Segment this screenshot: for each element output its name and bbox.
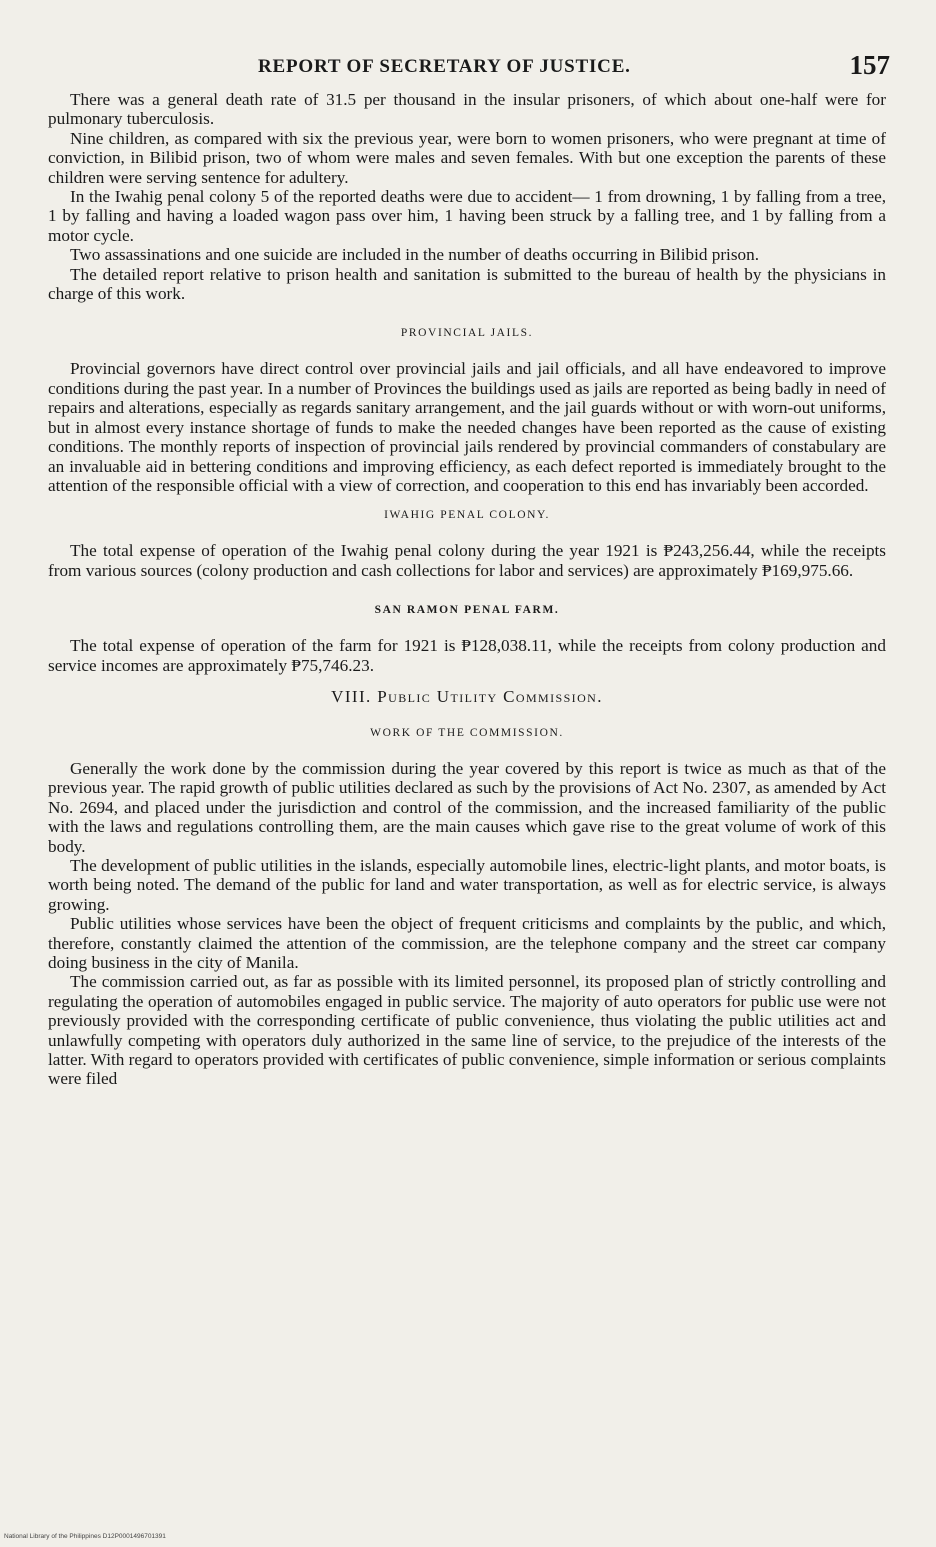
paragraph: The commission carried out, as far as possible with its limited personnel, its proposed plan of strictly controlling and regulating the operation of automobiles engaged in public service. The majority of auto operators for public use were not previously provided with the corresponding certificate of public convenience, thus violating the public utilities act and unlawfully competing with operators duly authorized in the same line of service, to the prejudice of the interests of the latter. With regard to operators provided with certificates of public convenience, simple information or serious complaints were filed (48, 972, 886, 1089)
paragraph: Nine children, as compared with six the previous year, were born to women prisoners, who were pregnant at time of conviction, in Bilibid prison, two of whom were males and seven females. With but one exception the parents of these children were serving sentence for adultery. (48, 128, 886, 187)
paragraph: The total expense of operation of the Iwahig penal colony during the year 1921 is ₱243,256.44, while the receipts from various sources (colony production and cash collections for labor and services) are approximately ₱169,975.66. (48, 541, 886, 580)
section-heading-san-ramon: SAN RAMON PENAL FARM. (374, 604, 560, 617)
running-head-title: REPORT OF SECRETARY OF JUSTICE. (258, 56, 631, 77)
section-provincial-jails (48, 359, 886, 495)
paragraph: The total expense of operation of the farm for 1921 is ₱128,038.11, while the receipts from colony production and service incomes are approximately ₱75,746.23. (48, 636, 886, 675)
scan-footer: National Library of the Philippines D12P0001496701391 (4, 1533, 166, 1540)
paragraph: There was a general death rate of 31.5 per thousand in the insular prisoners, of which about one-half were for pulmonary tuberculosis. (48, 90, 886, 129)
document-page (48, 50, 890, 1089)
paragraph: Provincial governors have direct control over provincial jails and jail officials, and all have endeavored to improve conditions during the past year. In a number of Provinces the buildings used as jails are reported as being badly in need of repairs and alterations, especially as regards sanitary arrangement, and the jail guards without or with worn-out uniforms, but in almost every instance shortage of funds to make the needed changes have been reported as the cause of existing conditions. The monthly reports of inspection of provincial jails rendered by provincial commanders of constabulary are an invaluable aid in bettering conditions and improving efficiency, as each defect reported is immediately brought to the attention of the responsible official with a view of correction, and cooperation to this end has invariably been accorded. (48, 359, 886, 495)
section-prisons (48, 90, 886, 303)
section-san-ramon (48, 636, 886, 675)
paragraph: In the Iwahig penal colony 5 of the reported deaths were due to accident— 1 from drowning, 1 by falling from a tree, 1 by falling and having a loaded wagon pass over him, 1 having been struck by a falling tree, and 1 by falling from a motor cycle. (48, 187, 886, 245)
running-head (48, 50, 890, 90)
paragraph: Public utilities whose services have been the object of frequent criticisms and complaints by the public, and which, therefore, constantly claimed the attention of the commission, are the telephone company and the street car company doing business in the city of Manila. (48, 914, 886, 972)
section-heading-commission-work: WORK OF THE COMMISSION. (370, 726, 564, 739)
paragraph: Generally the work done by the commission during the year covered by this report is twice as much as that of the previous year. The rapid growth of public utilities declared as such by the provisions of Act No. 2307, as amended by Act No. 2694, and placed under the jurisdiction and control of the commission, and the increased familiarity of the public with the laws and regulations controlling them, are the main causes which gave rise to the great volume of work of this body. (48, 758, 886, 856)
section-heading-iwahig: IWAHIG PENAL COLONY. (384, 509, 550, 522)
section-commission-work (48, 759, 886, 1089)
page-number: 157 (849, 50, 890, 80)
paragraph: Two assassinations and one suicide are included in the number of deaths occurring in Bilibid prison. (70, 245, 760, 265)
chapter-heading: VIII. Public Utility Commission. (331, 686, 603, 706)
paragraph: The development of public utilities in the islands, especially automobile lines, electric-light plants, and motor boats, is worth being noted. The demand of the public for land and water transportation, as well as for electric service, is always growing. (48, 855, 886, 914)
section-iwahig (48, 541, 886, 580)
paragraph: The detailed report relative to prison health and sanitation is submitted to the bureau of health by the physicians in charge of this work. (48, 264, 886, 304)
section-heading-provincial-jails: PROVINCIAL JAILS. (400, 327, 534, 340)
